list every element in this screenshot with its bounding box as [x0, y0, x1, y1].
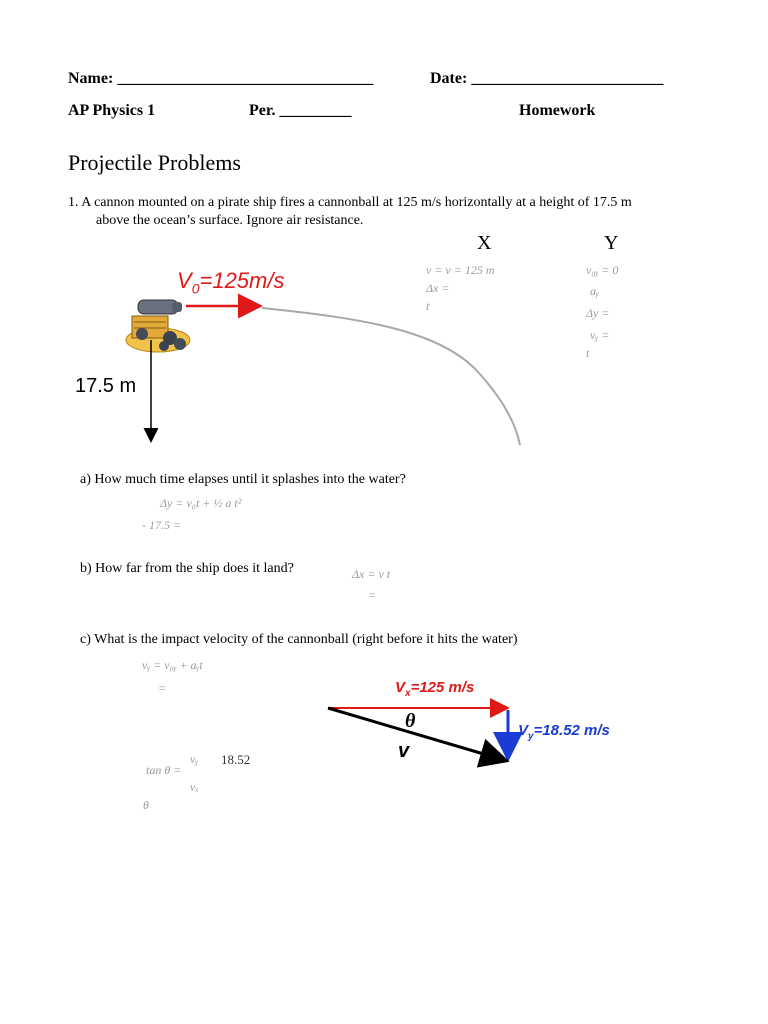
period-field[interactable]: Per. _________: [249, 102, 352, 119]
y-note-initial-velocity: v₀ᵧ = 0: [586, 263, 619, 277]
x-note-displacement: Δx =: [426, 281, 450, 295]
problem-1-line-1: 1. A cannon mounted on a pirate ship fires a cannonball at 125 m/s horizontally at a height of 17.5 m: [68, 195, 632, 210]
part-c-question: c) What is the impact velocity of the cannonball (right before it hits the water): [80, 632, 518, 647]
column-y-header: Y: [604, 232, 619, 254]
y-note-final-velocity: vᵧ =: [590, 328, 610, 342]
y-note-acceleration: aᵧ: [590, 284, 599, 298]
part-c-work-vy-equation: vᵧ = v₀ᵧ + aᵧt: [142, 658, 203, 672]
part-c-work-tan: tan θ =: [146, 763, 182, 777]
course-label: AP Physics 1: [68, 102, 156, 119]
height-label: 17.5 m: [75, 375, 137, 397]
part-a-work-substitution: - 17.5 =: [142, 518, 182, 532]
initial-velocity-label: $V_0=125m/s$: [177, 268, 285, 297]
part-c-work-value: 18.52: [221, 752, 251, 767]
y-note-time: t: [586, 346, 590, 360]
assignment-type: Homework: [519, 102, 596, 119]
resultant-velocity-arrow: [328, 708, 504, 760]
y-note-displacement: Δy =: [586, 306, 610, 320]
part-b-work-equation: Δx = v t: [352, 567, 391, 581]
vx-label: $V_x=125$ m/s: [395, 679, 475, 699]
column-x-header: X: [477, 232, 492, 254]
page-title: Projectile Problems: [68, 150, 241, 175]
name-field[interactable]: Name: ________________________________: [68, 70, 374, 87]
date-field[interactable]: Date: ________________________: [430, 70, 664, 87]
x-note-velocity: v = v = 125 m: [426, 263, 495, 277]
part-a-question: a) How much time elapses until it splashes into the water?: [80, 472, 406, 487]
x-note-time: t: [426, 299, 430, 313]
velocity-label: v: [398, 740, 410, 762]
part-b-work-substitution: =: [368, 588, 377, 602]
trajectory-curve: [262, 308, 520, 445]
part-c-work-vy-numerator: vᵧ: [190, 752, 199, 766]
part-a-work-equation: Δy = v₀t + ½ a t²: [160, 496, 242, 510]
vy-label: $V_y=18.52$ m/s: [518, 722, 610, 742]
part-c-work-theta: θ: [143, 798, 149, 812]
part-c-work-vx-denominator: vₓ: [190, 780, 199, 794]
part-c-work-vy-substitution: =: [158, 681, 167, 695]
problem-1-line-2: above the ocean’s surface. Ignore air resistance.: [96, 213, 364, 228]
cannon-ship-icon: [126, 300, 190, 352]
theta-label: θ: [405, 710, 416, 732]
part-b-question: b) How far from the ship does it land?: [80, 561, 294, 576]
